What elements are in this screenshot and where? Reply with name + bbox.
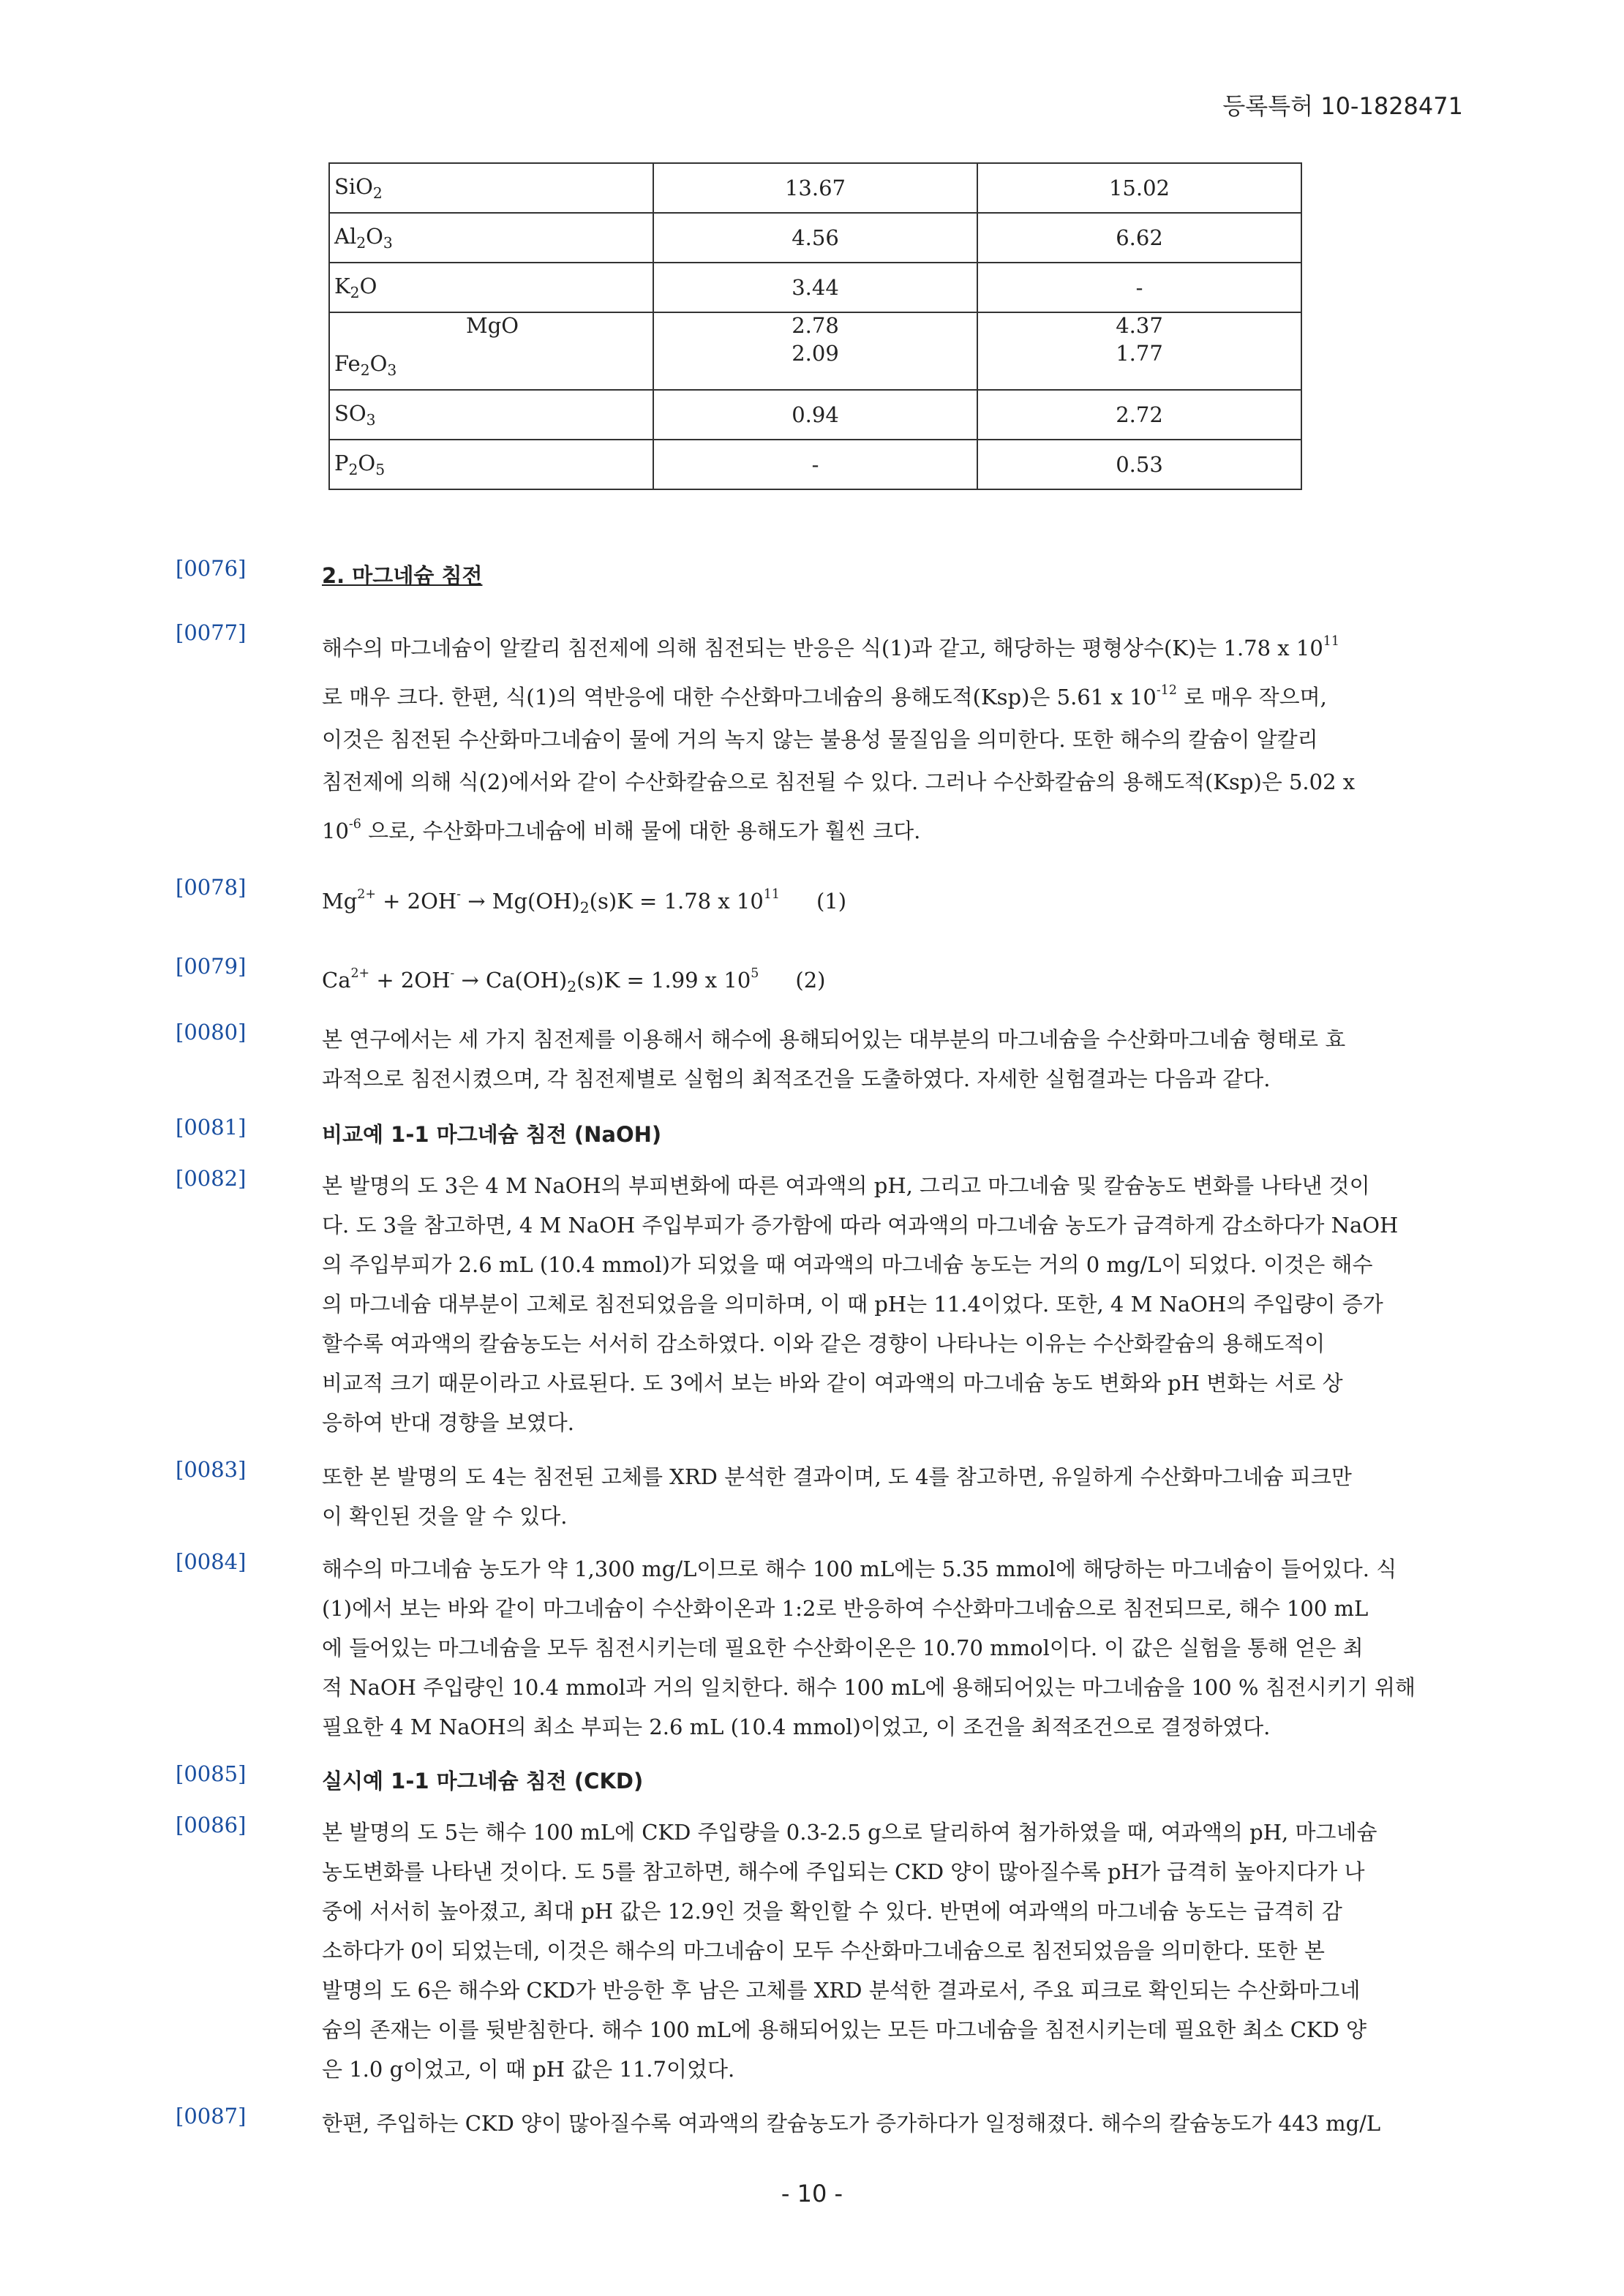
table-cell: - [653, 440, 977, 489]
table-cell: $P_2O_5$ [329, 440, 653, 489]
paragraph-number: [0078] [176, 875, 247, 900]
table-cell: 13.67 [653, 163, 977, 213]
table-cell: $Al_2O_3$ [329, 213, 653, 263]
text-line: 이 확인된 것을 알 수 있다. [322, 1504, 568, 1529]
table-cell: 6.62 [977, 213, 1301, 263]
text-line: 필요한 4 M NaOH의 최소 부피는 2.6 mL (10.4 mmol)이었고, 이 조건을 최적조건으로 결정하였다. [322, 1715, 1271, 1739]
text-line: 슘의 존재는 이를 뒷받침한다. 해수 100 mL에 용해되어있는 모든 마그네슘을 침전시키는데 필요한 최소 CKD 양 [322, 2017, 1367, 2042]
text-line: 은 1.0 g이었고, 이 때 pH 값은 11.7이었다. [322, 2057, 735, 2082]
text-line: 로 매우 크다. 한편, 식(1)의 역반응에 대한 수산화마그네슘의 용해도적(Ksp)은 5.61 x $10^{-12}$ 로 매우 작으며, [322, 683, 1327, 709]
table-row [329, 163, 1301, 213]
text-line: 침전제에 의해 식(2)에서와 같이 수산화칼슘으로 침전될 수 있다. 그러나 수산화칼슘의 용해도적(Ksp)은 5.02 x [322, 769, 1356, 794]
section-heading: 비교예 1-1 마그네슘 침전 (NaOH) [322, 1122, 662, 1147]
text-line: 의 마그네슘 대부분이 고체로 침전되었음을 의미하며, 이 때 pH는 11.4이었다. 또한, 4 M NaOH의 주입량이 증가 [322, 1292, 1383, 1317]
text-line: 발명의 도 6은 해수와 CKD가 반응한 후 남은 고체를 XRD 분석한 결과로서, 주요 피크로 확인되는 수산화마그네 [322, 1978, 1361, 2003]
text-line: 해수의 마그네슘 농도가 약 1,300 mg/L이므로 해수 100 mL에는 5.35 mmol에 해당하는 마그네슘이 들어있다. 식 [322, 1557, 1397, 1581]
table-row [329, 440, 1301, 489]
text-line: 비교적 크기 때문이라고 사료된다. 도 3에서 보는 바와 같이 여과액의 마그네슘 농도 변화와 pH 변화는 서로 상 [322, 1371, 1343, 1396]
paragraph-number: [0081] [176, 1115, 247, 1140]
text-line: 해수의 마그네슘이 알칼리 침전제에 의해 침전되는 반응은 식(1)과 같고, 해당하는 평형상수(K)는 1.78 x $10^{11}$ [322, 634, 1339, 660]
paragraph-number: [0087] [176, 2104, 247, 2128]
paragraph-number: [0083] [176, 1457, 247, 1482]
table-cell: MgO [329, 312, 653, 341]
text-line: 한편, 주입하는 CKD 양이 많아질수록 여과액의 칼슘농도가 증가하다가 일정해졌다. 해수의 칼슘농도가 443 mg/L [322, 2111, 1381, 2136]
table-row [329, 213, 1301, 263]
paragraph-number: [0077] [176, 620, 247, 645]
table-cell: 4.37 [977, 312, 1301, 341]
text-line: 농도변화를 나타낸 것이다. 도 5를 참고하면, 해수에 주입되는 CKD 양이 많아질수록 pH가 급격히 높아지다가 나 [322, 1859, 1365, 1884]
paragraph-number: [0079] [176, 954, 247, 979]
text-line: 중에 서서히 높아졌고, 최대 pH 값은 12.9인 것을 확인할 수 있다. 반면에 여과액의 마그네슘 농도는 급격히 감 [322, 1899, 1342, 1924]
table-cell: 3.44 [653, 263, 977, 312]
table-cell: $Fe_2O_3$ [329, 341, 653, 390]
paragraph-number: [0076] [176, 556, 247, 581]
text-line: 다. 도 3을 참고하면, 4 M NaOH 주입부피가 증가함에 따라 여과액의 마그네슘 농도가 급격하게 감소하다가 NaOH [322, 1213, 1399, 1238]
table-cell: 4.56 [653, 213, 977, 263]
paragraph-number: [0085] [176, 1761, 247, 1786]
table-row [329, 312, 1301, 341]
text-line: 응하여 반대 경향을 보였다. [322, 1410, 575, 1435]
paragraph-number: [0084] [176, 1549, 247, 1574]
paragraph-number: [0082] [176, 1166, 247, 1191]
table-cell: 2.78 [653, 312, 977, 341]
text-line: 에 들어있는 마그네슘을 모두 침전시키는데 필요한 수산화이온은 10.70 mmol이다. 이 값은 실험을 통해 얻은 최 [322, 1636, 1364, 1660]
table-cell: $K_2O$ [329, 263, 653, 312]
text-line: (1)에서 보는 바와 같이 마그네슘이 수산화이온과 1:2로 반응하여 수산화마그네슘으로 침전되므로, 해수 100 mL [322, 1596, 1369, 1621]
text-line: 할수록 여과액의 칼슘농도는 서서히 감소하였다. 이와 같은 경향이 나타나는 이유는 수산화칼슘의 용해도적이 [322, 1331, 1326, 1356]
table-cell: 0.94 [653, 390, 977, 440]
table-cell: 15.02 [977, 163, 1301, 213]
text-line: 또한 본 발명의 도 4는 침전된 고체를 XRD 분석한 결과이며, 도 4를 참고하면, 유일하게 수산화마그네슘 피크만 [322, 1464, 1352, 1489]
text-line: 본 발명의 도 5는 해수 100 mL에 CKD 주입량을 0.3-2.5 g으로 달리하여 첨가하였을 때, 여과액의 pH, 마그네슘 [322, 1820, 1377, 1845]
table-cell: SiO$_2$ [329, 163, 653, 213]
paragraph-number: [0086] [176, 1813, 247, 1837]
text-line: 적 NaOH 주입량인 10.4 mmol과 거의 일치한다. 해수 100 mL에 용해되어있는 마그네슘을 100 % 침전시키기 위해 [322, 1675, 1416, 1700]
table-cell: 2.09 [653, 341, 977, 390]
table-cell: 2.72 [977, 390, 1301, 440]
patent-number: 등록특허 10-1828471 [1222, 92, 1463, 120]
text-line: 본 발명의 도 3은 4 M NaOH의 부피변화에 따른 여과액의 pH, 그리고 마그네슘 및 칼슘농도 변화를 나타낸 것이 [322, 1173, 1370, 1198]
text-line: 소하다가 0이 되었는데, 이것은 해수의 마그네슘이 모두 수산화마그네슘으로 침전되었음을 의미한다. 또한 본 [322, 1938, 1325, 1963]
table-cell: - [977, 263, 1301, 312]
section-heading: 실시예 1-1 마그네슘 침전 (CKD) [322, 1769, 644, 1793]
text-line: 본 연구에서는 세 가지 침전제를 이용해서 해수에 용해되어있는 대부분의 마그네슘을 수산화마그네슘 형태로 효 [322, 1027, 1346, 1052]
table-row [329, 390, 1301, 440]
table-cell: $SO_3$ [329, 390, 653, 440]
equation-1: $Mg^{2+} + 2OH^- \to Mg(OH)_2(s)K = 1.78$ x $10^{11}$ (1) [322, 887, 847, 916]
table-row [329, 263, 1301, 312]
text-line: 과적으로 침전시켰으며, 각 침전제별로 실험의 최적조건을 도출하였다. 자세한 실험결과는 다음과 같다. [322, 1066, 1271, 1091]
table-cell: 0.53 [977, 440, 1301, 489]
page-number: - 10 - [781, 2180, 843, 2207]
table-cell: 1.77 [977, 341, 1301, 390]
text-line: 이것은 침전된 수산화마그네슘이 물에 거의 녹지 않는 불용성 물질임을 의미한다. 또한 해수의 칼슘이 알칼리 [322, 727, 1318, 752]
paragraph-number: [0080] [176, 1020, 247, 1045]
section-heading: 2. 마그네슘 침전 [322, 563, 483, 588]
text-line: 의 주입부피가 2.6 mL (10.4 mmol)가 되었을 때 여과액의 마그네슘 농도는 거의 0 mg/L이 되었다. 이것은 해수 [322, 1252, 1373, 1277]
table-row [329, 341, 1301, 390]
equation-2: $Ca^{2+} + 2OH^- \to Ca(OH)_2(s)K = 1.99$ x $10^5$ (2) [322, 966, 826, 995]
text-line: $10^{-6}$ 으로, 수산화마그네슘에 비해 물에 대한 용해도가 훨씬 크다. [322, 817, 921, 843]
composition-table [328, 162, 1302, 490]
